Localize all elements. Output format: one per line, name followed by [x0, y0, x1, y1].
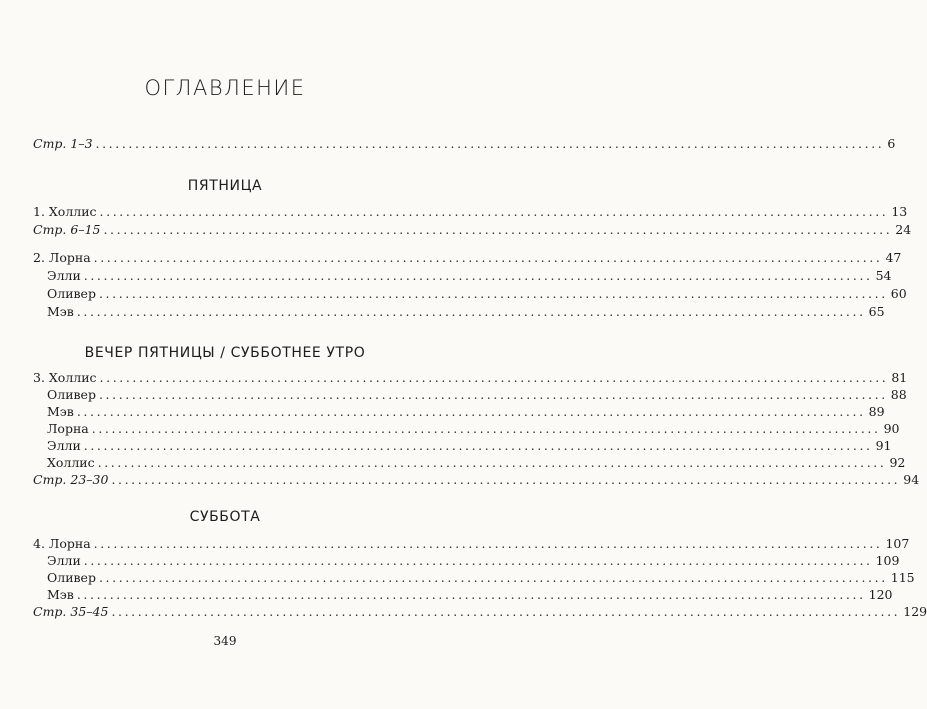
toc-entry-page: 88 — [890, 387, 907, 402]
toc-entry[interactable] — [33, 249, 902, 267]
toc-entry-page: 6 — [887, 136, 896, 151]
toc-entry[interactable] — [33, 535, 910, 553]
toc-entry-label: Мэв — [47, 304, 74, 319]
toc-entry-page: 120 — [868, 587, 893, 602]
toc-entry-label: 3. Холлис — [33, 370, 97, 385]
toc-entry[interactable] — [47, 386, 907, 404]
dot-leader: ........................................................................................................................ — [111, 604, 901, 619]
toc-entry-label: 1. Холлис — [33, 204, 97, 219]
dot-leader: ........................................................................................................................ — [98, 286, 888, 301]
toc-entry[interactable] — [47, 552, 900, 570]
toc-entry[interactable] — [33, 603, 927, 621]
toc-entry-label: Мэв — [47, 587, 74, 602]
dot-leader: ........................................................................................................................ — [98, 387, 888, 402]
toc-entry[interactable] — [47, 569, 915, 587]
toc-entry-label: Элли — [47, 268, 81, 283]
section-heading-friday-evening: ВЕЧЕР ПЯТНИЦЫ / СУББОТНЕЕ УТРО — [84, 345, 366, 361]
dot-leader: ........................................................................................................................ — [103, 222, 893, 237]
toc-entry-page: 13 — [891, 204, 908, 219]
page-title: ОГЛАВЛЕНИЕ — [144, 76, 306, 100]
dot-leader: ........................................................................................................................ — [83, 438, 873, 453]
toc-entry[interactable] — [33, 369, 908, 387]
section-heading-friday: ПЯТНИЦА — [187, 178, 263, 194]
toc-entry-page: 90 — [883, 421, 900, 436]
toc-entry-page: 54 — [875, 268, 892, 283]
dot-leader: ........................................................................................................................ — [76, 304, 866, 319]
page-number: 349 — [213, 634, 237, 648]
toc-entry-label: Элли — [47, 553, 81, 568]
toc-entry-label: Стр. 23–30 — [33, 472, 109, 487]
toc-entry-label: Стр. 1–3 — [33, 136, 93, 151]
toc-entry-label: Холлис — [47, 455, 95, 470]
dot-leader: ........................................................................................................................ — [95, 136, 885, 151]
toc-entry[interactable] — [33, 135, 896, 153]
toc-entry-page: 92 — [889, 455, 906, 470]
toc-entry-page: 24 — [895, 222, 912, 237]
toc-entry-page: 94 — [903, 472, 920, 487]
toc-entry[interactable] — [33, 221, 912, 239]
toc-entry-page: 109 — [875, 553, 900, 568]
toc-entry[interactable] — [47, 285, 907, 303]
toc-entry[interactable] — [47, 303, 885, 321]
toc-entry-page: 81 — [891, 370, 908, 385]
dot-leader: ........................................................................................................................ — [76, 587, 866, 602]
toc-entry-label: 4. Лорна — [33, 536, 91, 551]
toc-entry[interactable] — [47, 586, 893, 604]
toc-entry[interactable] — [47, 420, 900, 438]
toc-entry-page: 107 — [885, 536, 910, 551]
dot-leader: ........................................................................................................................ — [93, 536, 883, 551]
toc-entry-label: Оливер — [47, 570, 96, 585]
dot-leader: ........................................................................................................................ — [83, 553, 873, 568]
toc-entry[interactable] — [47, 267, 892, 285]
dot-leader: ........................................................................................................................ — [99, 370, 889, 385]
dot-leader: ........................................................................................................................ — [98, 570, 888, 585]
toc-entry[interactable] — [33, 203, 908, 221]
toc-entry-label: Элли — [47, 438, 81, 453]
dot-leader: ........................................................................................................................ — [97, 455, 887, 470]
dot-leader: ........................................................................................................................ — [99, 204, 889, 219]
toc-entry-page: 65 — [868, 304, 885, 319]
dot-leader: ........................................................................................................................ — [111, 472, 901, 487]
toc-entry[interactable] — [47, 454, 906, 472]
toc-entry-label: Лорна — [47, 421, 89, 436]
toc-entry-page: 89 — [868, 404, 885, 419]
toc-entry-label: Мэв — [47, 404, 74, 419]
toc-entry-label: Оливер — [47, 387, 96, 402]
toc-entry-page: 115 — [890, 570, 915, 585]
toc-entry[interactable] — [33, 471, 920, 489]
toc-entry-page: 47 — [885, 250, 902, 265]
dot-leader: ........................................................................................................................ — [93, 250, 883, 265]
toc-entry-label: 2. Лорна — [33, 250, 91, 265]
toc-entry-page: 129 — [903, 604, 927, 619]
toc-entry-page: 91 — [875, 438, 892, 453]
toc-entry[interactable] — [47, 437, 892, 455]
toc-entry[interactable] — [47, 403, 885, 421]
dot-leader: ........................................................................................................................ — [91, 421, 881, 436]
toc-entry-label: Стр. 6–15 — [33, 222, 101, 237]
dot-leader: ........................................................................................................................ — [76, 404, 866, 419]
toc-entry-label: Стр. 35–45 — [33, 604, 109, 619]
toc-entry-page: 60 — [890, 286, 907, 301]
section-heading-saturday: СУББОТА — [189, 509, 261, 525]
dot-leader: ........................................................................................................................ — [83, 268, 873, 283]
toc-entry-label: Оливер — [47, 286, 96, 301]
